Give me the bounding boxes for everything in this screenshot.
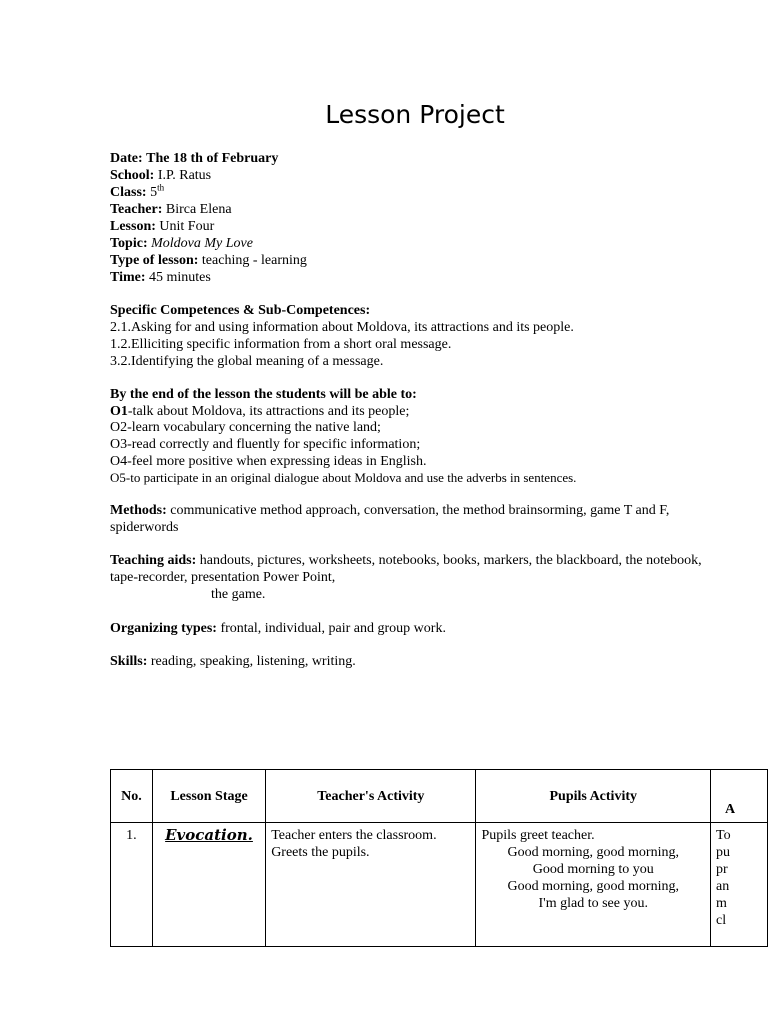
- objective-o1-text: -talk about Moldova, its attractions and its people;: [127, 404, 410, 419]
- topic-label: Topic:: [110, 236, 148, 251]
- teaching-aids-continued: the game.: [211, 587, 266, 602]
- objective-item: O5-to participate in an original dialogue about Moldova and use the adverbs in sentences.: [110, 470, 577, 485]
- topic-value: Moldova My Love: [151, 236, 253, 251]
- info-date: [110, 150, 278, 167]
- header-cut-off: A: [711, 770, 768, 823]
- objective-o1-label: O1: [110, 404, 128, 419]
- class-superscript: th: [157, 182, 165, 193]
- info-lesson: [110, 218, 214, 235]
- teacher-line: Teacher enters the classroom.: [271, 828, 437, 843]
- skills-text: reading, speaking, listening, writing.: [150, 654, 356, 669]
- organizing-text: frontal, individual, pair and group work.: [220, 621, 446, 636]
- lesson-table: [110, 769, 768, 947]
- teacher-value: Birca Elena: [165, 202, 232, 217]
- type-label: Type of lesson:: [110, 253, 199, 268]
- song-line: Good morning, good morning,: [507, 879, 679, 894]
- objective-item: O3-read correctly and fluently for specific information;: [110, 437, 421, 452]
- cut-fragment: pr: [716, 862, 728, 877]
- lesson-label: Lesson:: [110, 219, 156, 234]
- stage-label: Evocation.: [165, 826, 253, 844]
- class-value: 5: [150, 185, 158, 200]
- competences-heading: Specific Competences & Sub-Competences:: [110, 303, 371, 318]
- competence-item: 2.1.Asking for and using information about Moldova, its attractions and its people.: [110, 320, 574, 335]
- pupils-line: Pupils greet teacher.: [481, 828, 595, 843]
- table-header-row: [111, 770, 768, 823]
- time-label: Time:: [110, 270, 146, 285]
- cut-fragment: an: [716, 879, 730, 894]
- skills: [110, 653, 356, 670]
- info-teacher: [110, 201, 232, 218]
- methods-label: Methods:: [110, 503, 167, 518]
- info-time: [110, 269, 211, 286]
- organizing-label: Organizing types:: [110, 621, 217, 636]
- info-class: [110, 184, 164, 201]
- competence-item: 1.2.Elliciting specific information from a short oral message.: [110, 337, 452, 352]
- row-number: 1.: [111, 823, 153, 947]
- cut-fragment: m: [716, 896, 727, 911]
- cut-fragment: cl: [716, 913, 727, 928]
- date-value: The 18 th of February: [146, 151, 279, 166]
- header-pupils-activity: Pupils Activity: [476, 770, 711, 823]
- methods-text: communicative method approach, conversation, the method brainsorming, game T and F, spiderwords: [110, 503, 670, 535]
- time-value: 45 minutes: [149, 270, 211, 285]
- cut-fragment: pu: [716, 845, 730, 860]
- organizing-types: [110, 620, 446, 637]
- methods-paragraph: [110, 502, 720, 536]
- header-lesson-stage: Lesson Stage: [152, 770, 265, 823]
- row-stage: [152, 823, 265, 947]
- row-teacher-activity: [266, 823, 476, 947]
- school-label: School:: [110, 168, 155, 183]
- skills-label: Skills:: [110, 654, 148, 669]
- teaching-aids-text: handouts, pictures, worksheets, notebooks, books, markers, the blackboard, the notebook, tape-recorder, presentation Power Point,: [110, 553, 702, 585]
- objective-item: O4-feel more positive when expressing ideas in English.: [110, 454, 427, 469]
- song-line: Good morning, good morning,: [507, 845, 679, 860]
- competence-item: 3.2.Identifying the global meaning of a message.: [110, 354, 384, 369]
- info-topic: [110, 235, 253, 252]
- teacher-line: Greets the pupils.: [271, 845, 370, 860]
- row-pupils-activity: [476, 823, 711, 947]
- teacher-label: Teacher:: [110, 202, 163, 217]
- document-title: Lesson Project: [325, 100, 505, 129]
- objective-item: O2-learn vocabulary concerning the native land;: [110, 420, 381, 435]
- teaching-aids-paragraph: [110, 552, 720, 586]
- header-no: No.: [111, 770, 153, 823]
- cut-fragment: To: [716, 828, 731, 843]
- table-row: [111, 823, 768, 947]
- objective-item: [110, 403, 409, 420]
- school-value: I.P. Ratus: [157, 168, 212, 183]
- song-line: I'm glad to see you.: [538, 896, 648, 911]
- type-value: teaching - learning: [201, 253, 307, 268]
- class-label: Class:: [110, 185, 147, 200]
- lesson-value: Unit Four: [159, 219, 215, 234]
- info-type: [110, 252, 307, 269]
- header-teachers-activity: Teacher's Activity: [266, 770, 476, 823]
- objectives-heading: By the end of the lesson the students will be able to:: [110, 387, 417, 402]
- date-label: Date:: [110, 151, 143, 166]
- row-cut-off-column: [711, 823, 768, 947]
- teaching-aids-label: Teaching aids:: [110, 553, 197, 568]
- song-line: Good morning to you: [532, 862, 654, 877]
